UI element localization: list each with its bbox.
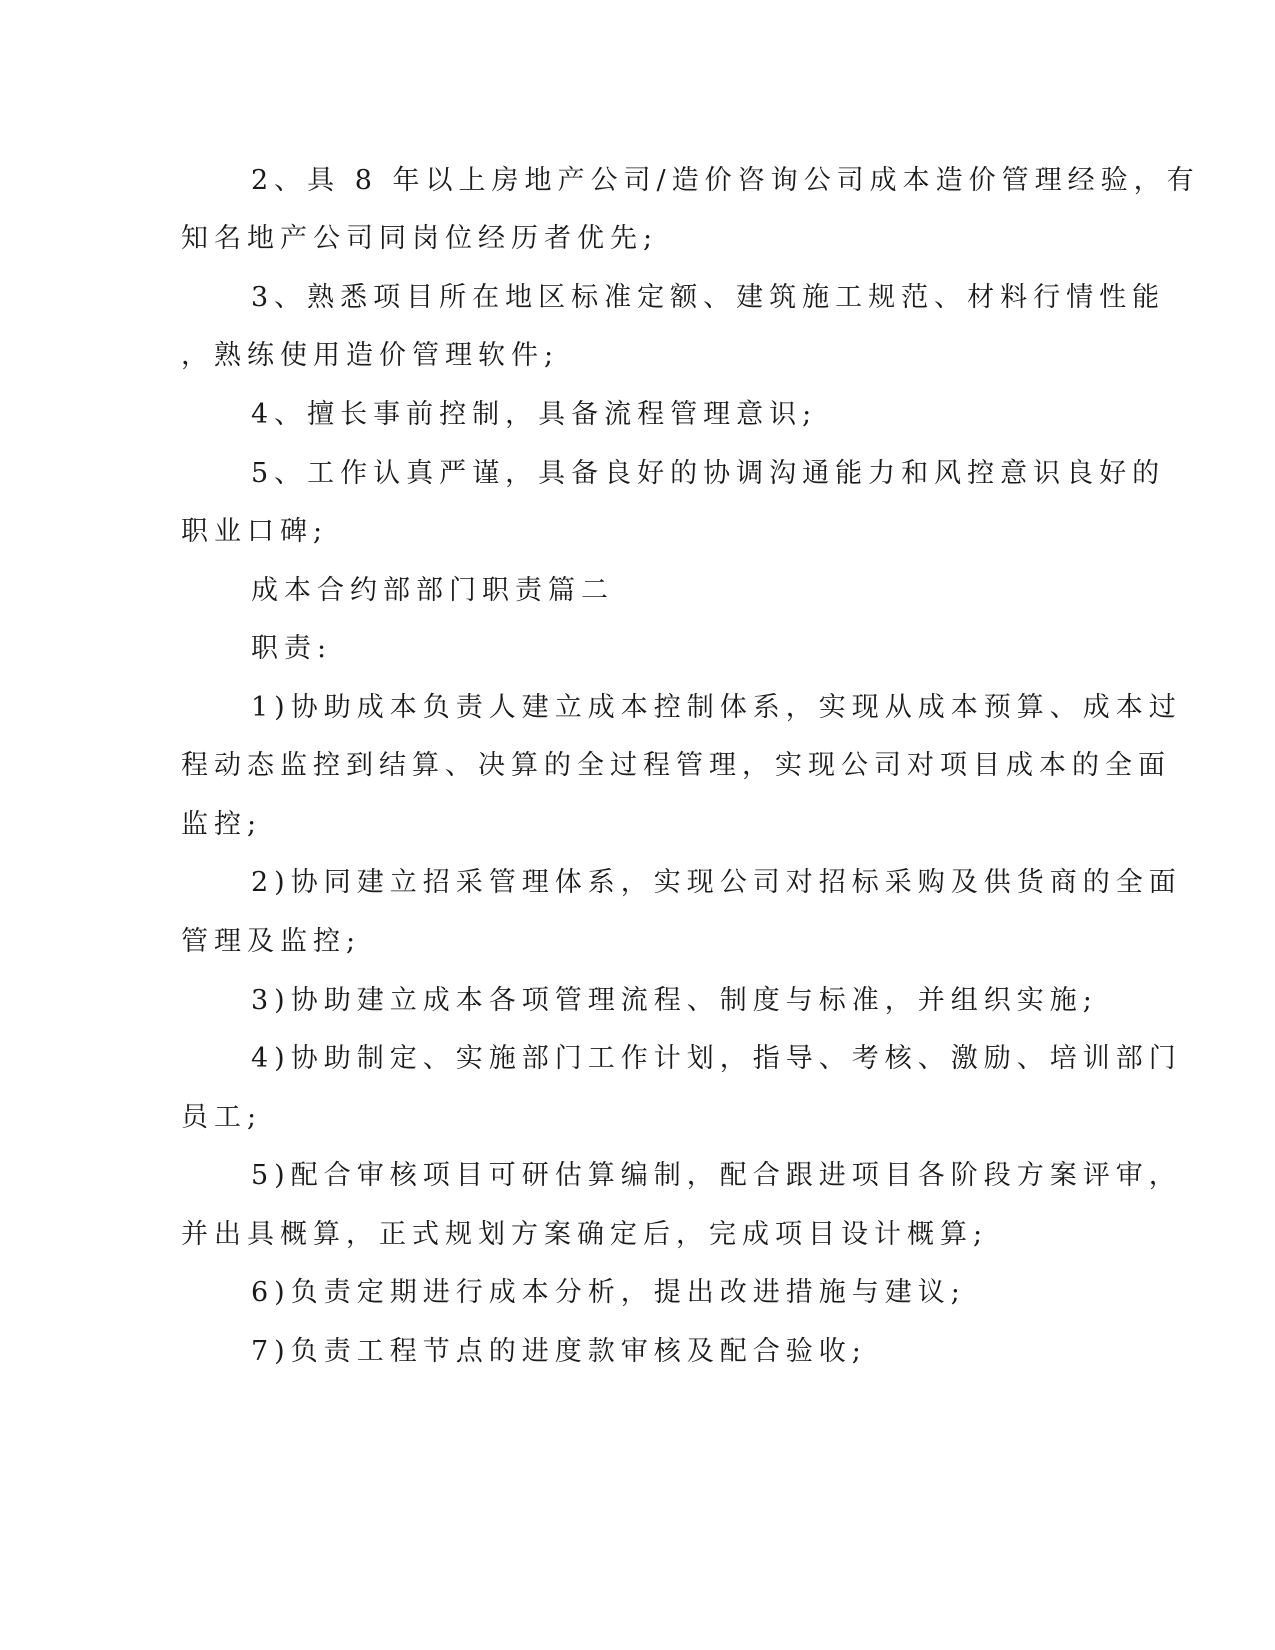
- requirement-5-line-1: 5、工作认真严谨，具备良好的协调沟通能力和风控意识良好的: [251, 458, 1166, 489]
- duty-4-line-2: 员工;: [181, 1102, 263, 1133]
- requirement-3-line-2: ，熟练使用造价管理软件;: [181, 340, 560, 371]
- requirement-4-line-1: 4、擅长事前控制，具备流程管理意识;: [251, 399, 818, 430]
- duties-label: 职责:: [251, 633, 333, 664]
- requirement-2-line-1: 2、具 8 年以上房地产公司/造价咨询公司成本造价管理经验，有: [251, 165, 1200, 196]
- requirement-5-line-2: 职业口碑;: [181, 516, 329, 547]
- duty-2-line-2: 管理及监控;: [181, 926, 362, 957]
- duty-5-line-2: 并出具概算，正式规划方案确定后，完成项目设计概算;: [181, 1219, 989, 1250]
- section-heading: 成本合约部部门职责篇二: [251, 575, 614, 606]
- duty-2-line-1: 2)协同建立招采管理体系，实现公司对招标采购及供货商的全面: [251, 867, 1182, 898]
- duty-1-line-1: 1)协助成本负责人建立成本控制体系，实现从成本预算、成本过: [251, 692, 1182, 723]
- duty-4-line-1: 4)协助制定、实施部门工作计划，指导、考核、激励、培训部门: [251, 1043, 1182, 1074]
- requirement-2-line-2: 知名地产公司同岗位经历者优先;: [181, 223, 659, 254]
- duty-5-line-1: 5)配合审核项目可研估算编制，配合跟进项目各阶段方案评审，: [251, 1160, 1182, 1191]
- duty-1-line-2: 程动态监控到结算、决算的全过程管理，实现公司对项目成本的全面: [181, 750, 1171, 781]
- requirement-3-line-1: 3、熟悉项目所在地区标准定额、建筑施工规范、材料行情性能: [251, 282, 1166, 313]
- duty-1-line-3: 监控;: [181, 809, 263, 840]
- duty-6-line-1: 6)负责定期进行成本分析，提出改进措施与建议;: [251, 1277, 966, 1308]
- duty-7-line-1: 7)负责工程节点的进度款审核及配合验收;: [251, 1336, 867, 1367]
- duty-3-line-1: 3)协助建立成本各项管理流程、制度与标准，并组织实施;: [251, 985, 1098, 1016]
